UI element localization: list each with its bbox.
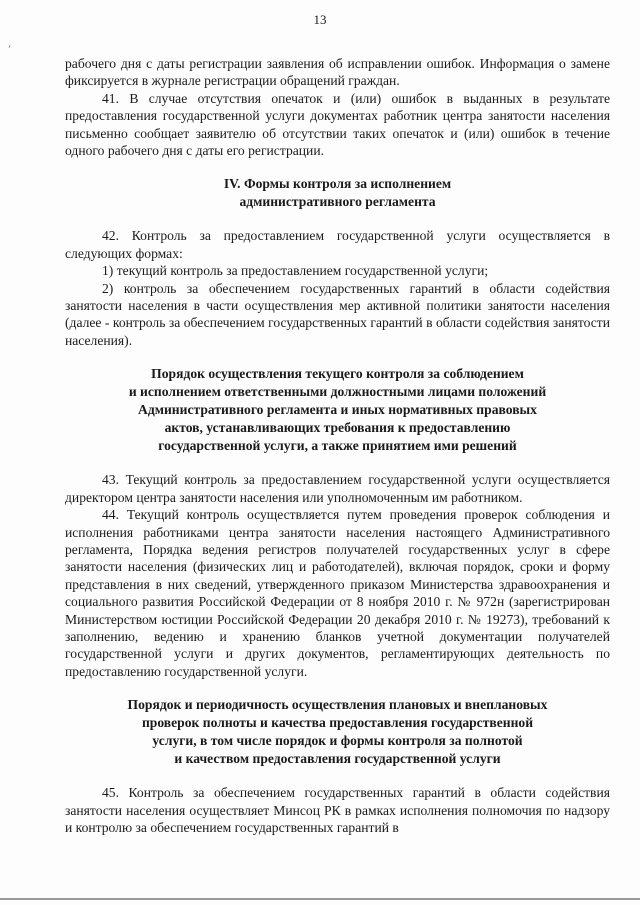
- heading-line: и исполнением ответственными должностными лицами положений: [128, 384, 547, 400]
- page-content: [65, 55, 610, 836]
- paragraph-43: 43. Текущий контроль за предоставлением государственной услуги осуществляется директором центра занятости населения или уполномоченным им работником.: [65, 472, 610, 505]
- paragraph-41: 41. В случае отсутствия опечаток и (или) ошибок в выданных в результате предоставления государственной услуги документах работник центра занятости населения письменно сообщает заявителю об отсутствии таких опечаток и (или) ошибок в течение одного рабочего дня с даты его регистрации.: [65, 90, 610, 159]
- heading-line: проверок полноты и качества предоставления государственной: [141, 715, 534, 731]
- paragraph-42-item-1: 1) текущий контроль за предоставлением государственной услуги;: [102, 263, 489, 279]
- heading-line: Порядок и периодичность осуществления плановых и внеплановых: [127, 697, 548, 713]
- paragraph-continuation: рабочего дня с даты регистрации заявления об исправлении ошибок. Информация о замене фиксируется в журнале регистрации обращений граждан.: [65, 56, 610, 89]
- heading-line: и качеством предоставления государственной услуги: [174, 751, 501, 767]
- heading-planned-checks: [65, 696, 610, 768]
- heading-line: IV. Формы контроля за исполнением: [223, 176, 452, 192]
- heading-line: услуги, в том числе порядок и формы контроля за полнотой: [152, 733, 523, 749]
- heading-line: Административного регламента и иных нормативных правовых: [138, 402, 537, 418]
- heading-line: административного регламента: [239, 194, 436, 210]
- page-number: 13: [313, 12, 327, 27]
- section-heading-iv: [65, 175, 610, 211]
- margin-mark: ʼ: [8, 44, 11, 54]
- paragraph-42-item-2: 2) контроль за обеспечением государственных гарантий в области содействия занятости населения в части осуществления мер активной политики занятости населения (далее - контроль за обеспечением государственных гарантий в области содействия занятости населения).: [65, 280, 610, 348]
- scan-bottom-edge: [0, 898, 640, 900]
- heading-line: Порядок осуществления текущего контроля за соблюдением: [151, 366, 524, 382]
- heading-line: государственной услуги, а также принятием ими решений: [158, 438, 517, 454]
- paragraph-44: 44. Текущий контроль осуществляется путем проведения проверок соблюдения и исполнения работниками центра занятости населения настоящего Административного регламента, Порядка ведения регистров получателей государственных услуг в сфере занятости населения (физических лиц и работодателей), включая порядок, сроки и форму представления в них сведений, утвержденного приказом Министерства здравоохранения и социального развития Российской Федерации от 8 ноября 2010 г. № 972н (зарегистрирован Министерством юстиции Российской Федерации 20 декабря 2010 г. № 19273), требований к заполнению, ведению и хранению бланков учетной документации получателей государственной услуги и других документов, регламентирующих деятельность по предоставлению государственной услуги.: [65, 507, 610, 679]
- paragraph-45: 45. Контроль за обеспечением государственных гарантий в области содействия занятости населения осуществляет Минсоц РК в рамках исполнения полномочия по надзору и контролю за обеспечением государственных гарантий в: [65, 785, 610, 835]
- heading-current-control: [65, 365, 610, 455]
- paragraph-42: 42. Контроль за предоставлением государственной услуги осуществляется в следующих формах:: [65, 228, 610, 261]
- heading-line: актов, устанавливающих требования к предоставлению: [164, 420, 511, 436]
